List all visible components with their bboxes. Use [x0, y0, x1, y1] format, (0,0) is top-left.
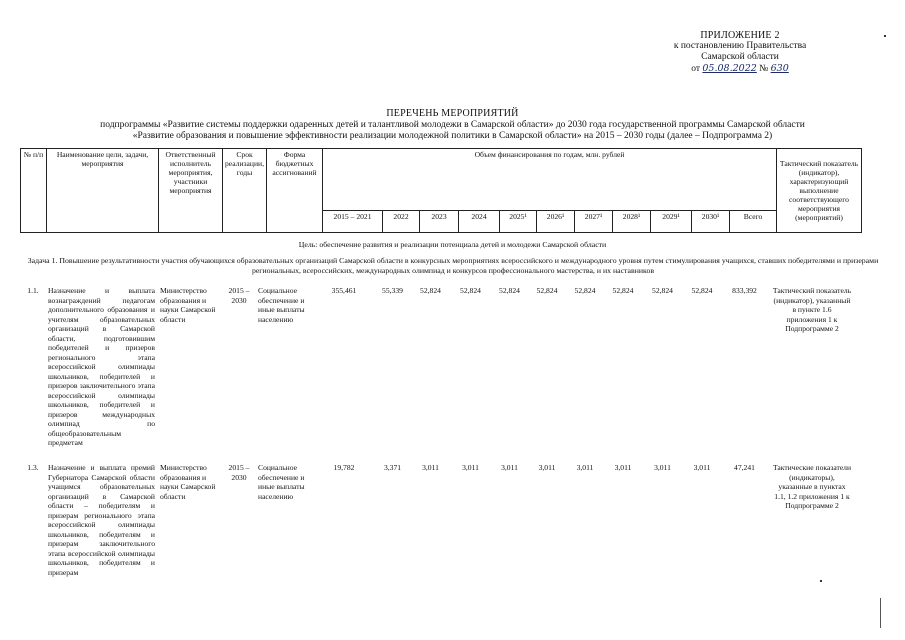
number-prefix: №: [759, 64, 769, 74]
row-value: 3,011: [501, 463, 518, 472]
row-value: 52,824: [612, 286, 634, 295]
scan-mark: [820, 580, 822, 582]
row-name: Назначение и выплата премий Губернатора Самарской области учащимся образовательных организаций в Самарской области – победителям и призерам регионального этапа всероссийской олимпиады школьников, победителям и призерам заключительного этапа всероссийской олимпиады школьников, победителям и призерам: [48, 463, 155, 577]
row-num: 1.1.: [27, 286, 39, 295]
row-num: 1.3.: [27, 463, 39, 472]
header-year: 2026¹: [537, 211, 575, 233]
appendix-date-line: [640, 63, 840, 75]
goal-line: Цель: обеспечение развития и реализации потенциала детей и молодежи Самарской области: [298, 240, 607, 249]
header-year-total: Всего: [730, 211, 777, 233]
row-value: 55,339: [382, 286, 403, 295]
header-name: Наименование цели, задачи, мероприятия: [47, 149, 159, 233]
row-form: Социальное обеспечение и иные выплаты населению: [258, 463, 305, 501]
appendix-line-1: к постановлению Правительства: [673, 41, 807, 51]
measures-table-header: [20, 148, 862, 233]
appendix-block: [640, 30, 840, 75]
row-value: 3,011: [614, 463, 632, 472]
row-value: 52,824: [652, 286, 673, 295]
header-volume: Объем финансирования по годам, млн. рублей: [323, 149, 777, 211]
row-value: 3,011: [693, 463, 711, 472]
header-year: 2015 – 2021: [323, 211, 383, 233]
header-year: 2027¹: [575, 211, 613, 233]
row-value: 19,782: [333, 463, 355, 472]
appendix-line-2: Самарской области: [701, 52, 779, 62]
row-total: 833,392: [732, 286, 757, 295]
date-value: 05.08.2022: [702, 63, 757, 74]
row-value: 52,824: [420, 286, 441, 295]
row-value: 3,011: [462, 463, 479, 472]
number-value: 630: [770, 63, 789, 74]
row-name: Назначение и выплата вознаграждений педагогам дополнительного образования и учителям образовательных организаций в Самарской области, подготовившим победителей и призеров регионального этапа всероссийской олимпиады школьников, победителей и призеров заключительного этапа всероссийской олимпиады школьников, победителей и призеров международных олимпиад по общеобразовательным предметам: [48, 286, 155, 447]
row-indicator: Тактические показатели (индикаторы), указанные в пунктах 1.1, 1.2 приложения 1 к Подпрограмме 2: [772, 463, 852, 510]
row-value: 355,461: [331, 286, 357, 295]
header-year: 2024: [459, 211, 500, 233]
row-form: Социальное обеспечение и иные выплаты населению: [258, 286, 305, 324]
row-value: 3,011: [576, 463, 594, 472]
header-year: 2025¹: [500, 211, 537, 233]
row-value: 52,824: [574, 286, 596, 295]
heading-line-1: подпрограммы «Развитие системы поддержки одаренных детей и талантливой молодежи в Самарской области» до 2030 года государственной программы Самарской области: [100, 119, 805, 130]
date-prefix: от: [691, 64, 701, 74]
heading-line-2: «Развитие образования и повышение эффективности реализации молодежной политики в Самарской области» на 2015 – 2030 годы (далее – Подпрограмма 2): [132, 131, 773, 141]
row-term: 2015 – 2030: [228, 286, 250, 305]
scan-mark: [884, 35, 886, 37]
row-value: 3,011: [422, 463, 439, 472]
heading-title: ПЕРЕЧЕНЬ МЕРОПРИЯТИЙ: [386, 108, 519, 119]
header-num: № п/п: [21, 149, 47, 233]
header-term: Срок реализации, годы: [223, 149, 267, 233]
row-executor: Министерство образования и науки Самарской области: [160, 286, 216, 324]
header-form: Форма бюджетных ассигнований: [267, 149, 323, 233]
row-value: 52,824: [499, 286, 520, 295]
header-year: 2030¹: [692, 211, 730, 233]
row-executor: Министерство образования и науки Самарской области: [160, 463, 216, 501]
header-year: 2028¹: [613, 211, 651, 233]
header-indicator: Тактический показатель (индикатор), характеризующий выполнение соответствующего мероприятия (мероприятий): [777, 149, 862, 233]
row-indicator: Тактический показатель (индикатор), указанный в пункте 1.6 приложения 1 к Подпрограмме 2: [772, 286, 852, 333]
appendix-title: ПРИЛОЖЕНИЕ 2: [700, 30, 780, 41]
row-value: 52,824: [460, 286, 481, 295]
scan-line: [880, 598, 881, 628]
row-value: 3,011: [538, 463, 556, 472]
header-year: 2029¹: [651, 211, 692, 233]
row-value: 3,011: [654, 463, 671, 472]
header-year: 2022: [383, 211, 420, 233]
row-value: 52,824: [536, 286, 558, 295]
header-executor: Ответственный исполнитель мероприятия, участники мероприятия: [159, 149, 223, 233]
document-heading: [0, 108, 905, 143]
row-total: 47,241: [734, 463, 755, 472]
row-term: 2015 – 2030: [228, 463, 250, 482]
task-line: Задача 1. Повышение результативности участия обучающихся образовательных организаций Самарской области в конкурсных мероприятиях всероссийского и международного уровня путем стимулирования учащихся, ставших победителями и призерами региональных, всероссийских, международных олимпиад и конкурсов профессионального мастерства, и их наставников: [27, 256, 879, 275]
header-year: 2023: [420, 211, 459, 233]
row-value: 52,824: [691, 286, 713, 295]
row-value: 3,371: [383, 463, 402, 472]
